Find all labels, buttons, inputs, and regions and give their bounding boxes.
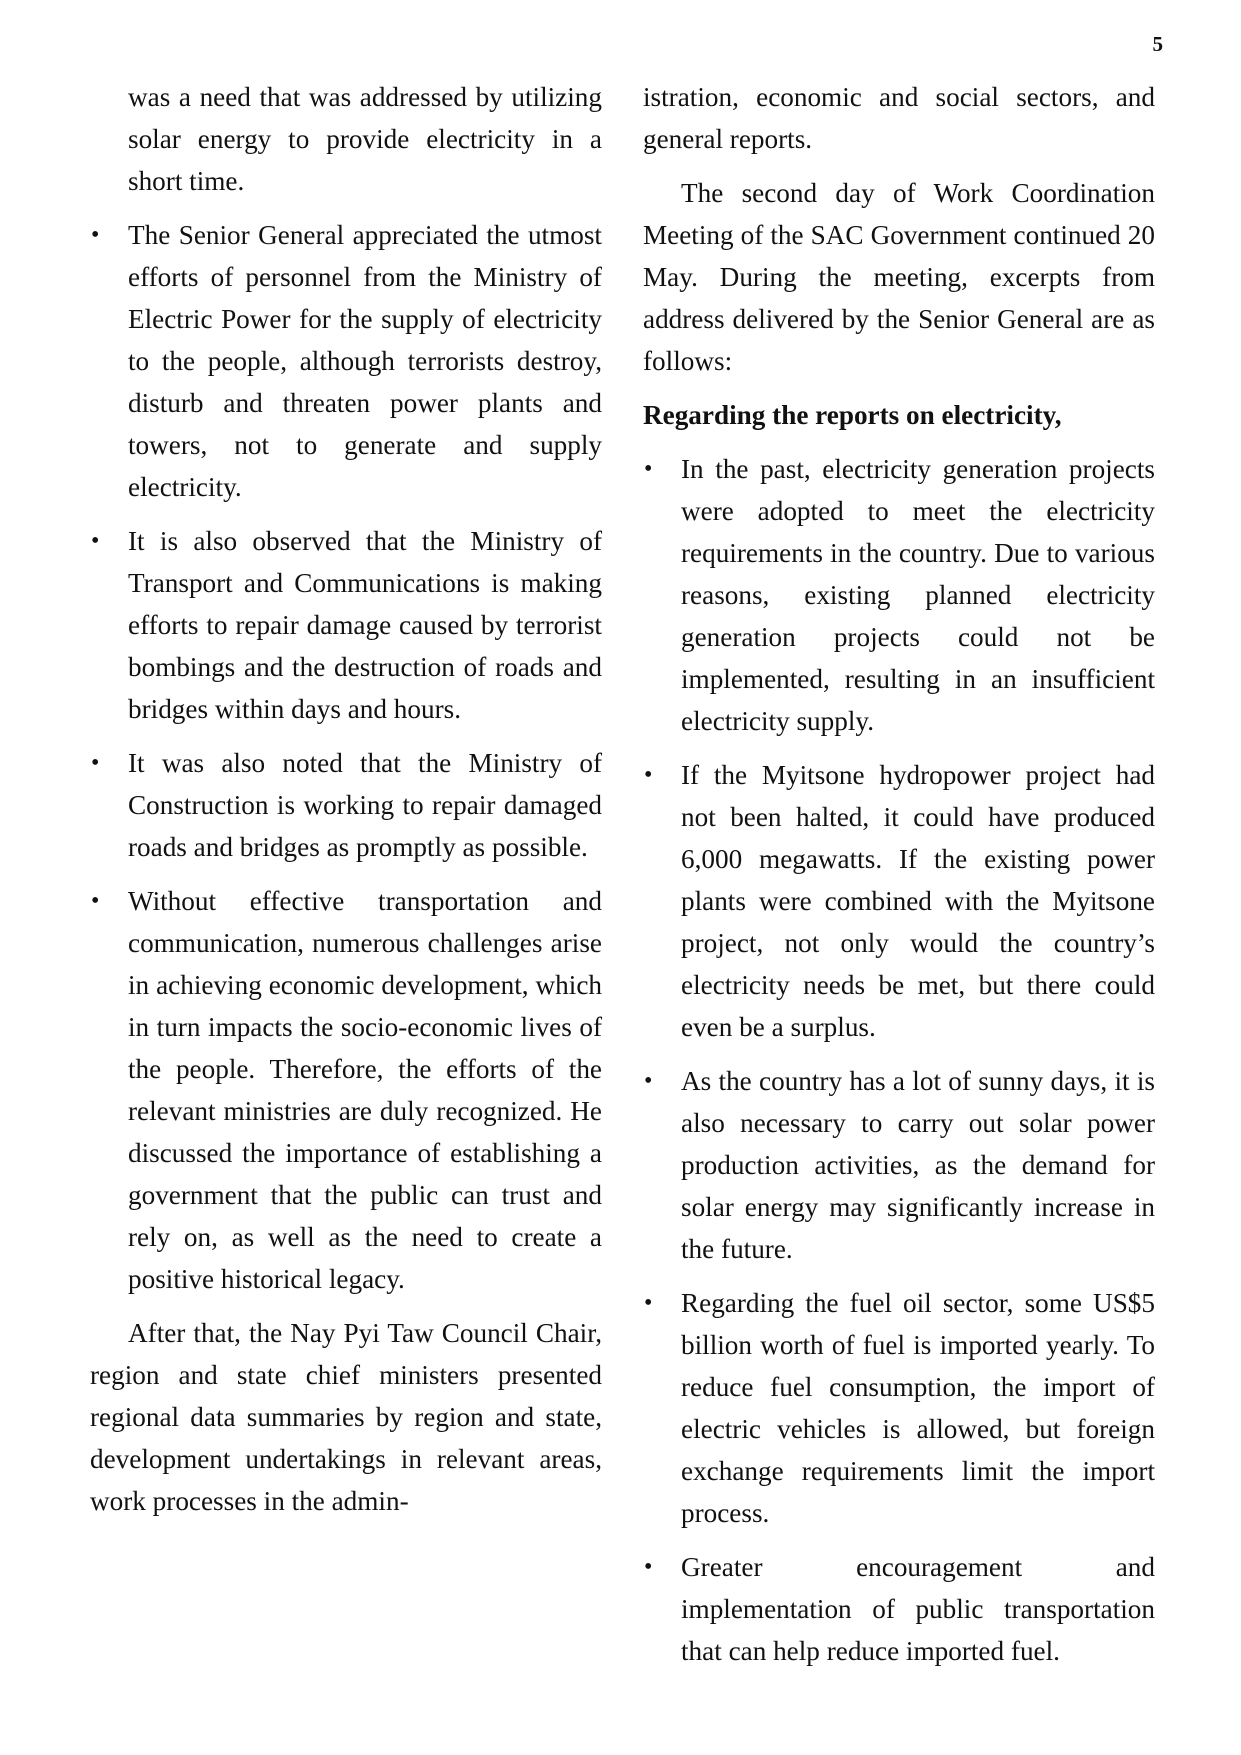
bullet-dot-icon: •: [644, 1068, 653, 1094]
left-bullet-list: [90, 214, 602, 1300]
right-bullet-item-2: [643, 754, 1155, 1048]
left-bullet-item-2: [90, 520, 602, 730]
left-bullet-item-3: [90, 742, 602, 868]
right-column: [643, 76, 1155, 1684]
left-bullet-text-4: Without effective transportation and communication, numerous challenges arise in achieving economic development, which in turn impacts the socio-economic lives of the people. Therefore, the efforts of the relevant ministries are duly recognized. He discussed the importance of establishing a government that the public can trust and rely on, as well as the need to create a positive historical legacy.: [128, 886, 602, 1294]
right-bullet-text-5: Greater encouragement and implementation of public transportation that can help reduce imported fuel.: [681, 1552, 1155, 1666]
bullet-dot-icon: •: [91, 750, 100, 776]
left-bullet-item-4: [90, 880, 602, 1300]
right-bullet-text-4: Regarding the fuel oil sector, some US$5 billion worth of fuel is imported yearly. To reduce fuel consumption, the import of electric vehicles is allowed, but foreign exchange requirements limit the import process.: [681, 1288, 1155, 1528]
left-continuation-text: was a need that was addressed by utilizing solar energy to provide electricity in a short time.: [128, 82, 602, 196]
right-bullet-item-4: [643, 1282, 1155, 1534]
right-bullet-text-1: In the past, electricity generation projects were adopted to meet the electricity requirements in the country. Due to various reasons, existing planned electricity generation projects could not be implemented, resulting in an insufficient electricity supply.: [681, 454, 1155, 736]
right-bullet-text-2: If the Myitsone hydropower project had not been halted, it could have produced 6,000 megawatts. If the existing power plants were combined with the Myitsone project, not only would the country’s electricity needs be met, but there could even be a surplus.: [681, 760, 1155, 1042]
section-heading: Regarding the reports on electricity,: [643, 400, 1062, 430]
right-bullet-item-1: [643, 448, 1155, 742]
right-bullet-list: [643, 448, 1155, 1672]
left-column: [90, 76, 602, 1534]
page-number: 5: [1152, 32, 1163, 56]
bullet-dot-icon: •: [644, 1554, 653, 1580]
bullet-dot-icon: •: [91, 222, 100, 248]
left-bullet-text-2: It is also observed that the Ministry of Transport and Communications is making efforts to repair damage caused by terrorist bombings and the destruction of roads and bridges within days and hours.: [128, 526, 602, 724]
right-paragraph: The second day of Work Coordination Meeting of the SAC Government continued 20 May. During the meeting, excerpts from address delivered by the Senior General are as follows:: [643, 178, 1155, 376]
left-bullet-text-1: The Senior General appreciated the utmost efforts of personnel from the Ministry of Electric Power for the supply of electricity to the people, although terrorists destroy, disturb and threaten power plants and towers, not to generate and supply electricity.: [128, 220, 602, 502]
bullet-dot-icon: •: [644, 762, 653, 788]
right-bullet-item-3: [643, 1060, 1155, 1270]
bullet-dot-icon: •: [644, 1290, 653, 1316]
bullet-dot-icon: •: [91, 528, 100, 554]
right-bullet-item-5: [643, 1546, 1155, 1672]
left-bullet-text-3: It was also noted that the Ministry of Construction is working to repair damaged roads and bridges as promptly as possible.: [128, 748, 602, 862]
bullet-dot-icon: •: [91, 888, 100, 914]
right-bullet-text-3: As the country has a lot of sunny days, it is also necessary to carry out solar power production activities, as the demand for solar energy may significantly increase in the future.: [681, 1066, 1155, 1264]
left-paragraph: After that, the Nay Pyi Taw Council Chair, region and state chief ministers presented regional data summaries by region and state, development undertakings in relevant areas, work processes in the admin-: [90, 1318, 602, 1516]
right-continuation-text: istration, economic and social sectors, and general reports.: [643, 82, 1155, 154]
bullet-dot-icon: •: [644, 456, 653, 482]
left-bullet-item-1: [90, 214, 602, 508]
